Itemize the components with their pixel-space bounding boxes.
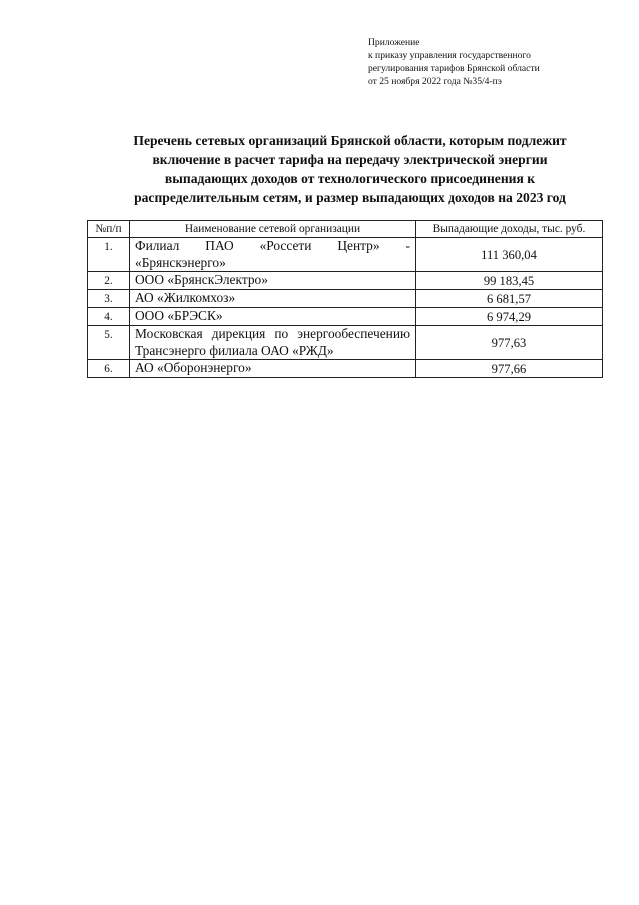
row-number: 2. bbox=[88, 272, 130, 290]
organization-name: ООО «БрянскЭлектро» bbox=[130, 272, 416, 290]
table-row bbox=[88, 238, 603, 272]
title-line: Перечень сетевых организаций Брянской области, которым подлежит bbox=[133, 133, 567, 148]
table-header-row bbox=[88, 221, 603, 238]
table-row bbox=[88, 360, 603, 378]
appendix-line: от 25 ноября 2022 года №35/4-пэ bbox=[368, 76, 502, 87]
row-number: 6. bbox=[88, 360, 130, 378]
appendix-line: регулирования тарифов Брянской области bbox=[368, 63, 540, 74]
organization-name: Филиал ПАО «Россети Центр» - «Брянскэнерго» bbox=[130, 238, 416, 272]
appendix-line: к приказу управления государственного bbox=[368, 50, 531, 61]
title-line: включение в расчет тарифа на передачу электрической энергии bbox=[152, 152, 548, 167]
lost-revenue-value: 99 183,45 bbox=[416, 272, 603, 290]
row-number: 5. bbox=[88, 326, 130, 360]
organization-name: ООО «БРЭСК» bbox=[130, 308, 416, 326]
header-organization: Наименование сетевой организации bbox=[130, 221, 416, 238]
row-number: 4. bbox=[88, 308, 130, 326]
title-line: выпадающих доходов от технологического присоединения к bbox=[164, 171, 536, 186]
row-number: 3. bbox=[88, 290, 130, 308]
appendix-note bbox=[368, 36, 608, 88]
document-title bbox=[100, 131, 600, 207]
organizations-table bbox=[87, 220, 603, 378]
lost-revenue-value: 977,63 bbox=[416, 326, 603, 360]
title-line: распределительным сетям, и размер выпадающих доходов на 2023 год bbox=[134, 190, 566, 205]
appendix-line: Приложение bbox=[368, 37, 420, 48]
organization-name: АО «Жилкомхоз» bbox=[130, 290, 416, 308]
header-number: №п/п bbox=[88, 221, 130, 238]
lost-revenue-value: 6 681,57 bbox=[416, 290, 603, 308]
table-row bbox=[88, 272, 603, 290]
header-lost-revenue: Выпадающие доходы, тыс. руб. bbox=[416, 221, 603, 238]
organization-name: Московская дирекция по энергообеспечению Трансэнерго филиала ОАО «РЖД» bbox=[130, 326, 416, 360]
organization-name: АО «Оборонэнерго» bbox=[130, 360, 416, 378]
row-number: 1. bbox=[88, 238, 130, 272]
table-row bbox=[88, 326, 603, 360]
table-row bbox=[88, 290, 603, 308]
lost-revenue-value: 6 974,29 bbox=[416, 308, 603, 326]
table-row bbox=[88, 308, 603, 326]
lost-revenue-value: 111 360,04 bbox=[416, 238, 603, 272]
lost-revenue-value: 977,66 bbox=[416, 360, 603, 378]
